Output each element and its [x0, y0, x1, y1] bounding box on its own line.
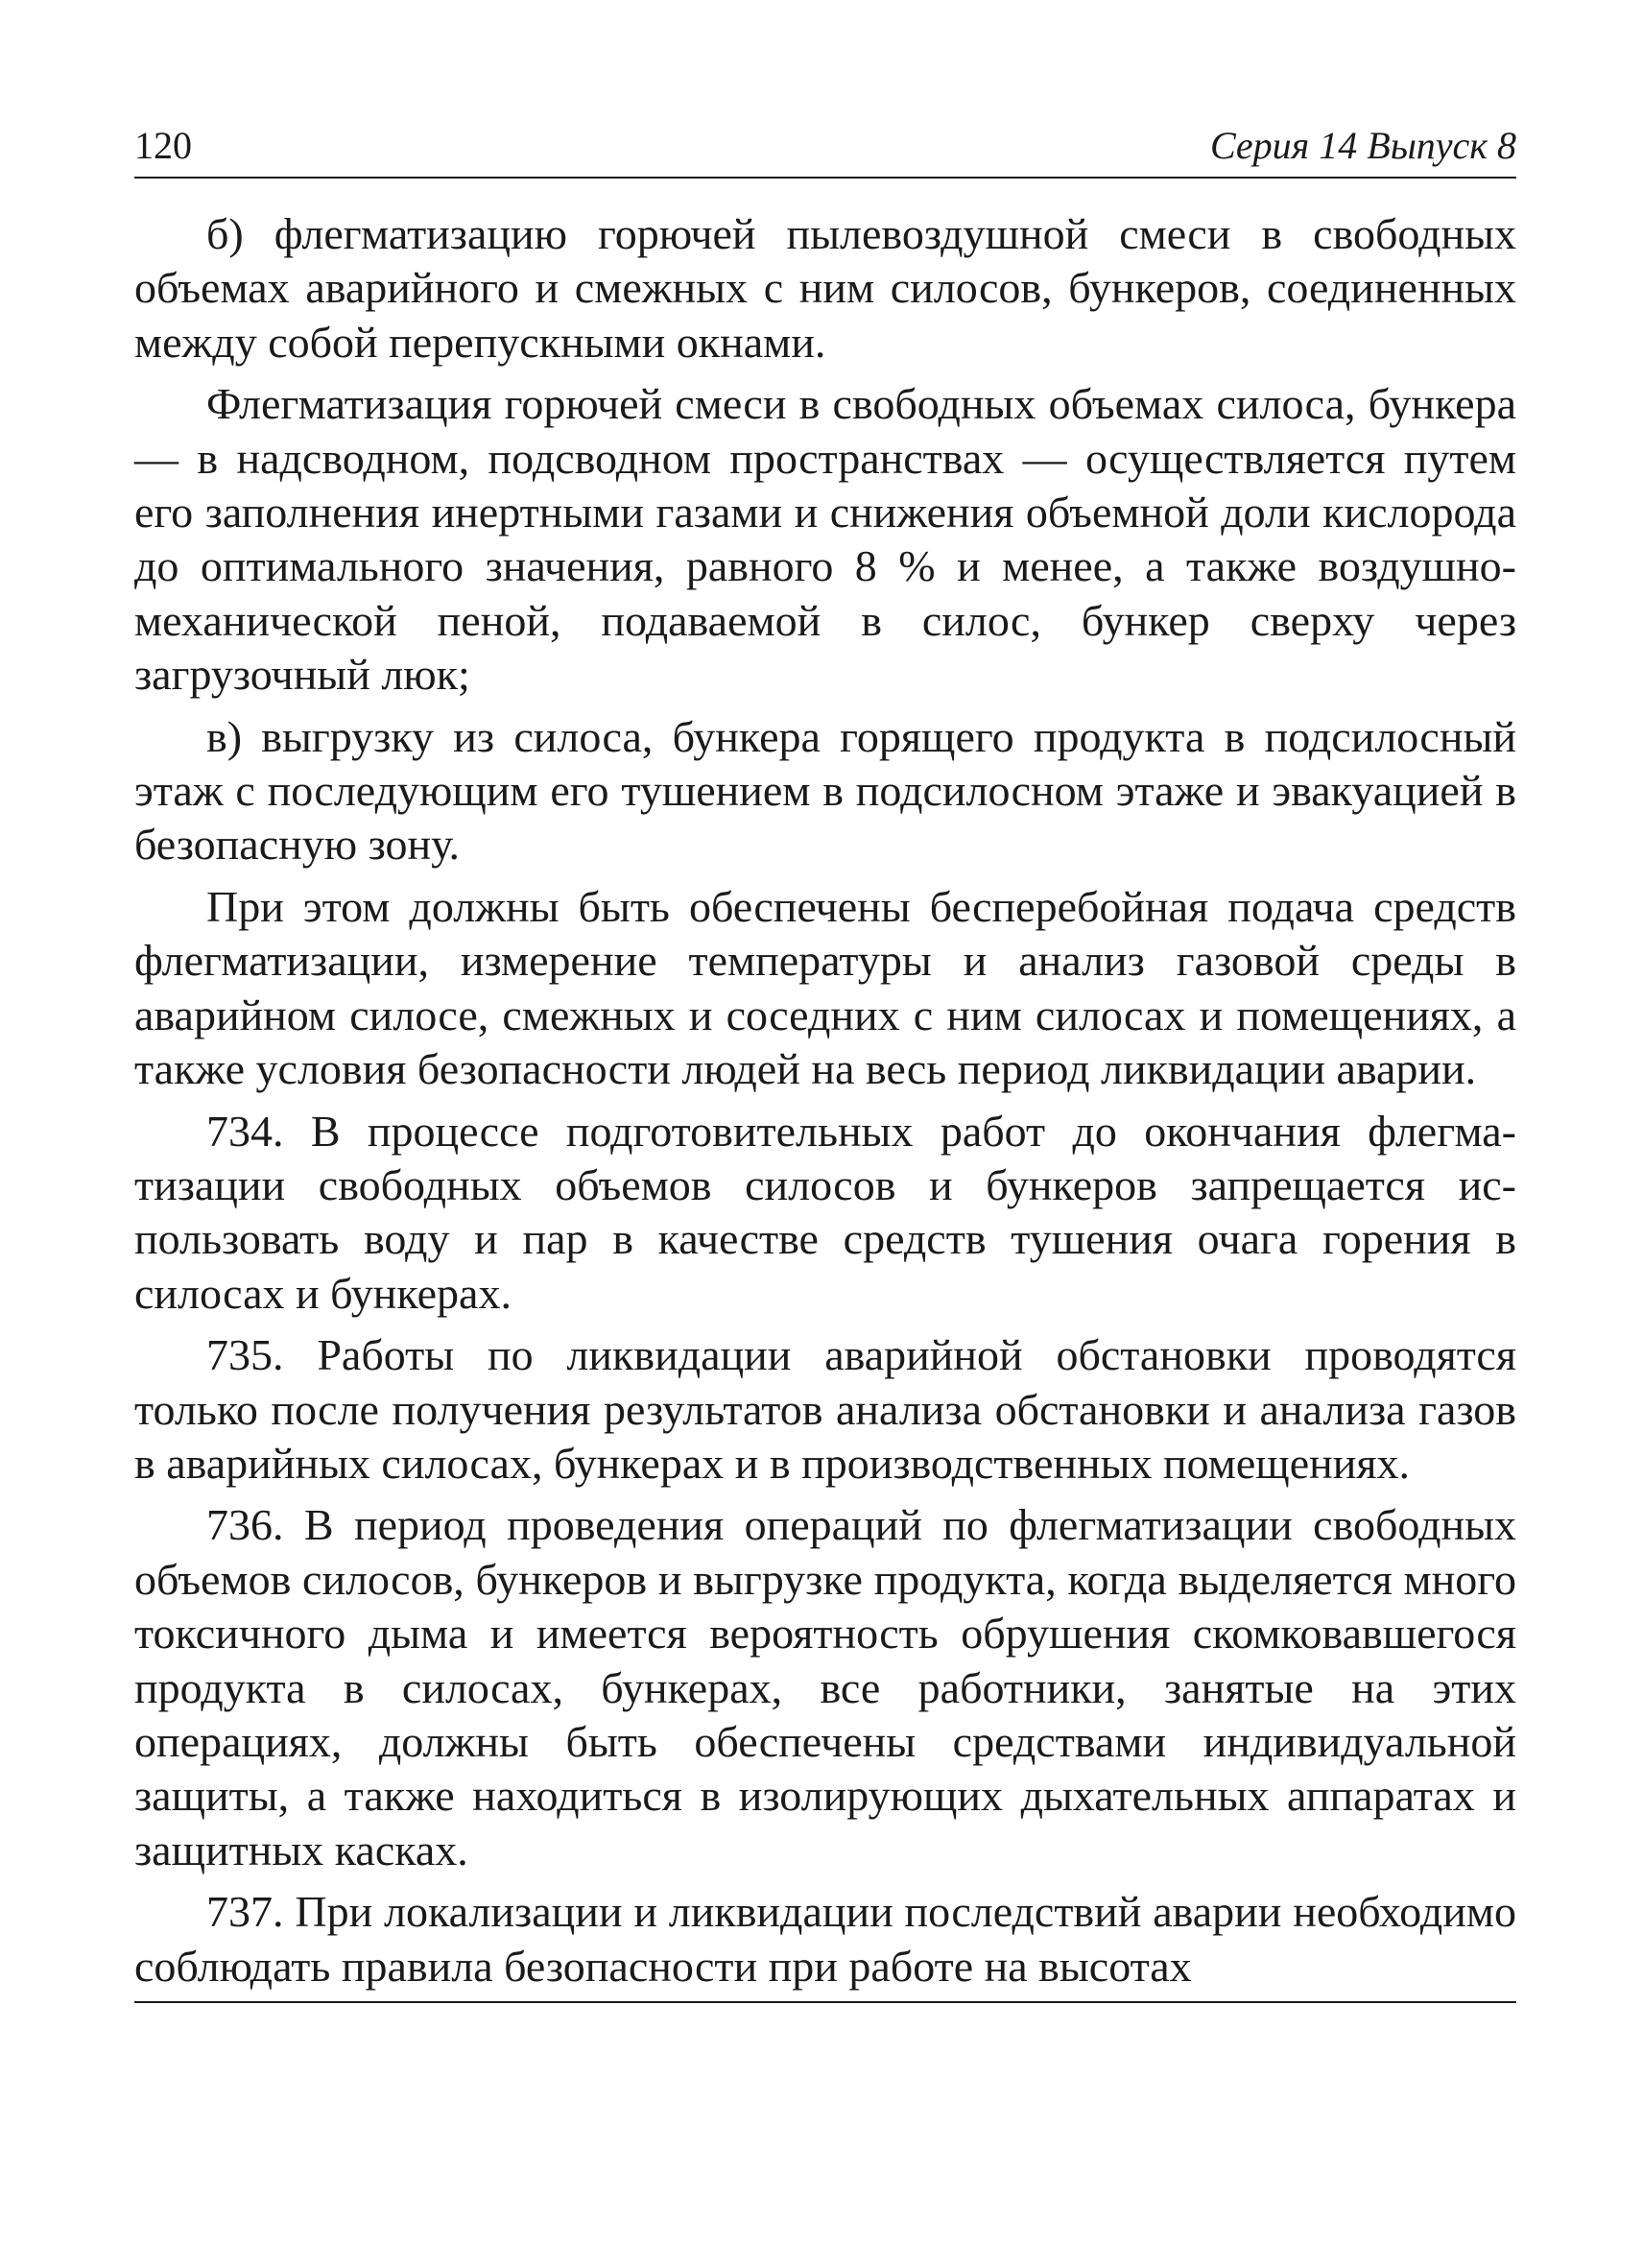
paragraph-v: в) выгрузку из силоса, бункера горящего продукта в подсилосный этаж с последующим его тушением в подсилосном этаже и эвакуацией в безопасную зону.: [134, 711, 1516, 870]
body-text: [134, 207, 1516, 1993]
series-title: Серия 14 Выпуск 8: [1209, 124, 1516, 167]
paragraph-735: 735. Работы по ликвидации аварийной обстановки проводятся только после получения результатов анализа обстановки и анализа газов в аварийных силосах, бункерах и в производственных помещениях.: [134, 1330, 1516, 1488]
paragraph-736: 736. В период проведения операций по флегматизации свободных объемов силосов, бункеров и выгрузке продукта, когда выделяется много токсичного дыма и имеется вероятность обрушения скомковавшегося продукта в силосах, бункерах, все работники, занятые на этих операциях, должны быть обеспечены средствами индивидуальной защиты, а также находиться в изолирующих дыхательных аппаратах и защитных касках.: [134, 1500, 1516, 1874]
paragraph-flegmatization: Флегматизация горючей смеси в свободных объемах силоса, бункера — в надсводном, подсводном пространствах — осуществляется путем его заполнения инертными газами и снижения объемной доли кислорода до оптимального значения, равного 8 % и менее, а также воздушно-механической пеной, подаваемой в силос, бункер сверху через загрузочный люк;: [134, 379, 1516, 700]
paragraph-737: 737. При локализации и ликвидации последствий аварии необходимо соблюдать правила безопасности при работе на высотах: [134, 1887, 1516, 1991]
bottom-rule: [134, 2001, 1516, 2003]
paragraph-b: б) флегматизацию горючей пылевоздушной смеси в свободных объемах аварийного и смежных с ним силосов, бункеров, соединенных между собой перепускными окнами.: [134, 209, 1516, 367]
paragraph-provision: При этом должны быть обеспечены бесперебойная подача средств флегматизации, измерение температуры и анализ газовой среды в аварийном силосе, смежных и соседних с ним силосах и помещениях, а также условия безопасности людей на весь период ликвидации аварии.: [134, 881, 1516, 1094]
page-number: 120: [134, 124, 192, 167]
running-header: [134, 115, 1516, 179]
paragraph-734: 734. В процессе подготовительных работ до окончания флегматизации свободных объемов силосов и бункеров запрещается использовать воду и пар в качестве средств тушения очага горения в силосах и бункерах.: [134, 1106, 1516, 1318]
book-page: [134, 115, 1516, 2003]
